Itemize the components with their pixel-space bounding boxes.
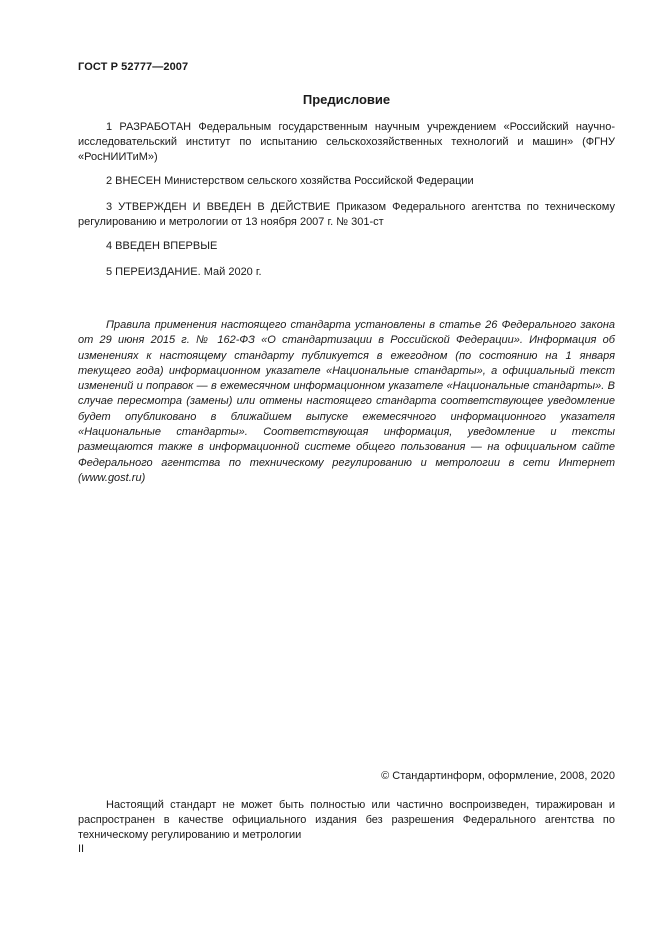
foreword-item-4: 4 ВВЕДЕН ВПЕРВЫЕ	[106, 240, 218, 252]
document-header: ГОСТ Р 52777—2007	[78, 61, 189, 73]
foreword-item-5: 5 ПЕРЕИЗДАНИЕ. Май 2020 г.	[106, 266, 262, 278]
application-rules-notice: Правила применения настоящего стандарта установлены в статье 26 Федерального закона от 29 июня 2015 г. № 162-ФЗ «О стандартизации в Российской Федерации». Информация об изменениях к настоящему стандарту публикуется в ежегодном (по состоянию на 1 января текущего года) информационном указателе «Национальные стандарты», а официальный текст изменений и поправок — в ежемесячном информационном указателе «Национальные стандарты». В случае пересмотра (замены) или отмены настоящего стандарта соответствующее уведомление будет опубликовано в ближайшем выпуске ежемесячного информационного указателя «Национальные стандарты». Соответствующая информация, уведомление и тексты размещаются также в информационной системе общего пользования — на официальном сайте Федерального агентства по техническому регулированию и метрологии в сети Интернет (www.gost.ru)	[78, 319, 615, 484]
foreword-item-3: 3 УТВЕРЖДЕН И ВВЕДЕН В ДЕЙСТВИЕ Приказом Федерального агентства по техническому регулированию и метрологии от 13 ноября 2007 г. № 301-ст	[78, 201, 615, 228]
reproduction-notice: Настоящий стандарт не может быть полностью или частично воспроизведен, тиражирован и распространен в качестве официального издания без разрешения Федерального агентства по техническому регулированию и метрологии	[78, 799, 615, 841]
foreword-item-2: 2 ВНЕСЕН Министерством сельского хозяйства Российской Федерации	[106, 175, 474, 187]
page-number: II	[78, 843, 85, 855]
foreword-item-1: 1 РАЗРАБОТАН Федеральным государственным научным учреждением «Российский научно-исследовательский институт по испытанию сельскохозяйственных технологий и машин» (ФГНУ «РосНИИТиМ»)	[78, 121, 615, 163]
copyright-line: © Стандартинформ, оформление, 2008, 2020	[381, 770, 615, 782]
section-title: Предисловие	[302, 92, 391, 107]
